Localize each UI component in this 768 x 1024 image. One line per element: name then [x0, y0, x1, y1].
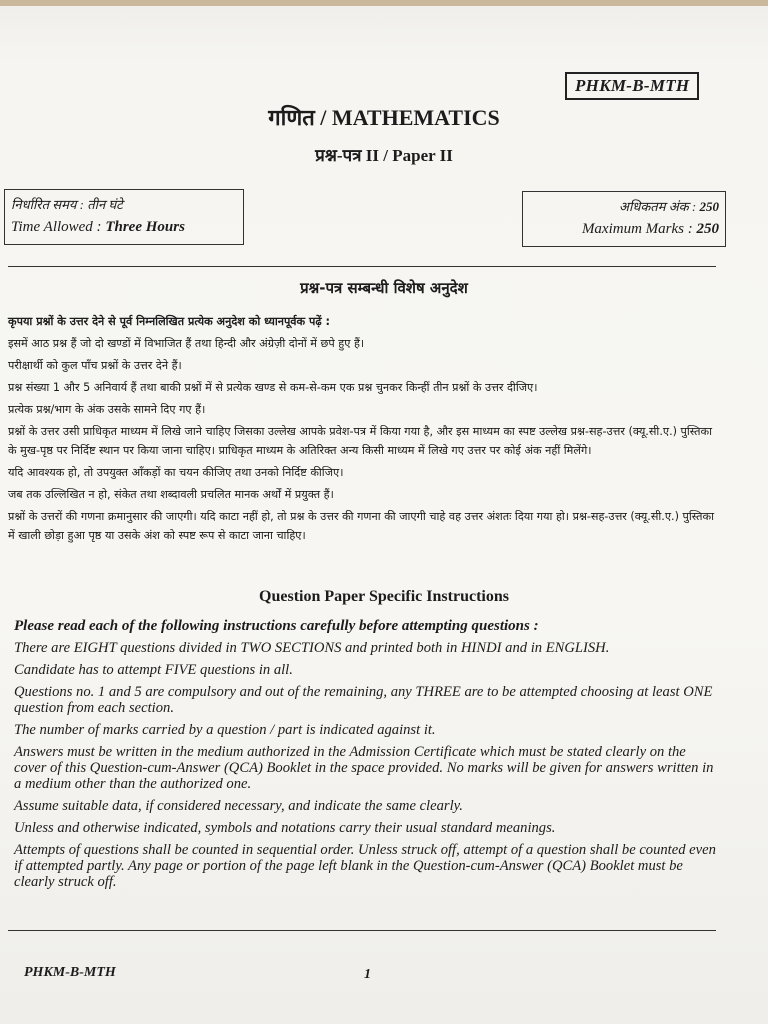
hindi-instruction: प्रश्नों के उत्तर उसी प्राधिकृत माध्यम में लिखे जाने चाहिए जिसका उल्लेख आपके प्रवेश-पत्र में किया गया है, और इस माध्यम का स्पष्ट उल्लेख प्रश्न-सह-उत्तर (क्यू.सी.ए.) पुस्तिका के मुख-पृष्ठ पर निर्दिष्ट स्थान पर किया जाना चाहिए। प्राधिकृत माध्यम के अतिरिक्त अन्य किसी माध्यम में लिखे गए उत्तर पर कोई अंक नहीं मिलेंगे। [8, 425, 713, 457]
english-instruction: Assume suitable data, if considered necessary, and indicate the same clearly. [14, 798, 463, 814]
hindi-instruction: परीक्षार्थी को कुल पाँच प्रश्नों के उत्तर देने हैं। [8, 359, 182, 372]
english-instruction: The number of marks carried by a question / part is indicated against it. [14, 722, 436, 738]
english-instruction: Candidate has to attempt FIVE questions in all. [14, 662, 293, 678]
footer-paper-code: PHKM-B-MTH [24, 965, 116, 980]
hindi-instruction: कृपया प्रश्नों के उत्तर देने से पूर्व निम्नलिखित प्रत्येक अनुदेश को ध्यानपूर्वक पढ़ें : [8, 315, 331, 328]
maximum-marks-box [522, 191, 726, 247]
english-instructions [14, 618, 718, 896]
english-instruction: There are EIGHT questions divided in TWO SECTIONS and printed both in HINDI and in ENGLISH. [14, 640, 610, 656]
marks-english-label: Maximum Marks : [581, 221, 693, 238]
page-title: गणित / MATHEMATICS [268, 105, 500, 130]
hindi-instruction: यदि आवश्यक हो, तो उपयुक्त आँकड़ों का चयन कीजिए तथा उनको निर्दिष्ट कीजिए। [8, 466, 344, 479]
marks-hindi-line [529, 196, 719, 217]
english-instructions-lead: Please read each of the following instructions carefully before attempting questions : [14, 618, 539, 634]
hindi-instructions-heading: प्रश्न-पत्र सम्बन्धी विशेष अनुदेश [300, 279, 468, 297]
marks-hindi-label: अधिकतम अंक : [619, 199, 697, 214]
english-instruction: Answers must be written in the medium authorized in the Admission Certificate which must be stated clearly on the cover of this Question-cum-Answer (QCA) Booklet in the space provided. No marks will be given for answers written in a medium other than the authorized one. [14, 744, 714, 792]
time-english-line [11, 215, 237, 240]
divider-bottom [8, 930, 716, 931]
english-instructions-heading: Question Paper Specific Instructions [259, 588, 509, 605]
hindi-instruction: प्रश्न संख्या 1 और 5 अनिवार्य हैं तथा बाकी प्रश्नों में से प्रत्येक खण्ड से कम-से-कम एक प्रश्न चुनकर किन्हीं तीन प्रश्नों के उत्तर दीजिए। [8, 381, 538, 394]
time-allowed-box [4, 189, 244, 245]
divider-top [8, 266, 716, 267]
hindi-instruction: प्रत्येक प्रश्न/भाग के अंक उसके सामने दिए गए हैं। [8, 403, 206, 416]
hindi-instruction: जब तक उल्लिखित न हो, संकेत तथा शब्दावली प्रचलित मानक अर्थों में प्रयुक्त हैं। [8, 488, 334, 501]
time-hindi-label: निर्धारित समय : [11, 197, 84, 212]
hindi-instruction: इसमें आठ प्रश्न हैं जो दो खण्डों में विभाजित हैं तथा हिन्दी और अंग्रेज़ी दोनों में छपे हुए हैं। [8, 337, 365, 350]
paper-code-box: PHKM-B-MTH [565, 72, 699, 100]
hindi-instruction: प्रश्नों के उत्तरों की गणना क्रमानुसार की जाएगी। यदि काटा नहीं हो, तो प्रश्न के उत्तर की गणना की जाएगी चाहे वह उत्तर अंशतः दिया गया हो। प्रश्न-सह-उत्तर (क्यू.सी.ए.) पुस्तिका में खाली छोड़ा हुआ पृष्ठ या उसके अंश को स्पष्ट रूप से काटा जाना चाहिए। [8, 510, 714, 542]
english-instruction: Questions no. 1 and 5 are compulsory and out of the remaining, any THREE are to be attempted choosing at least ONE question from each section. [14, 684, 713, 716]
marks-english-value: 250 [696, 221, 719, 238]
hindi-instructions [8, 312, 718, 548]
page-subtitle: प्रश्न-पत्र II / Paper II [315, 146, 453, 165]
marks-hindi-value: 250 [699, 199, 719, 214]
english-instruction: Unless and otherwise indicated, symbols and notations carry their usual standard meanings. [14, 820, 556, 836]
page-number: 1 [364, 967, 371, 982]
time-english-label: Time Allowed : [11, 219, 102, 236]
time-hindi-line [11, 194, 237, 215]
time-hindi-value: तीन घंटे [87, 197, 123, 212]
time-english-value: Three Hours [105, 219, 185, 236]
page-top-edge [0, 0, 768, 6]
marks-english-line [529, 217, 719, 242]
english-instruction: Attempts of questions shall be counted in sequential order. Unless struck off, attempt of a question shall be counted even if attempted partly. Any page or portion of the page left blank in the Question-cum-Answer (QCA) Booklet must be clearly struck off. [14, 842, 716, 890]
